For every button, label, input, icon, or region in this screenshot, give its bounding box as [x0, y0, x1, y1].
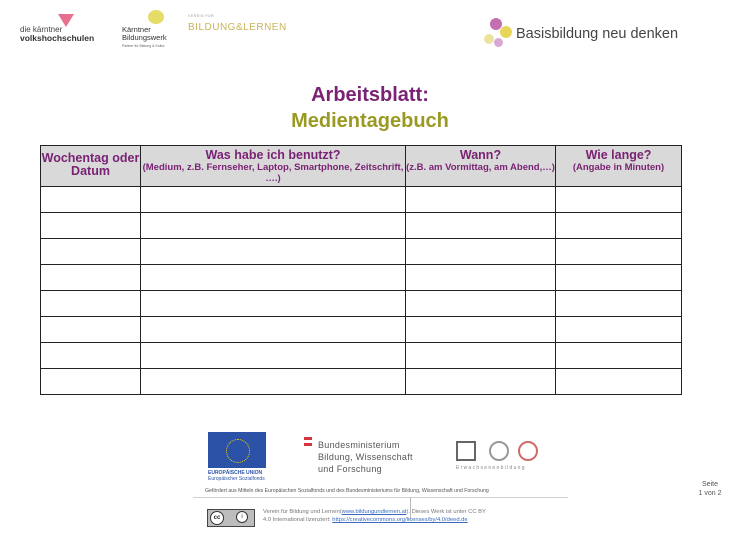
column-header-when — [406, 146, 556, 187]
bildung-lernen-text: BILDUNG&LERNEN — [188, 22, 287, 33]
table-cell-date[interactable] — [41, 369, 141, 395]
table-cell-when[interactable] — [406, 369, 556, 395]
page-number-label: Seite — [702, 481, 718, 488]
kbw-logo-line1: Kärntner — [122, 25, 151, 34]
column-header-duration — [556, 146, 682, 187]
license-pre: Verein für Bildung und Lernen( — [263, 509, 342, 515]
license-line2: 4.0 International lizenziert: — [263, 517, 333, 523]
kbw-logo — [122, 12, 167, 50]
table-cell-when[interactable] — [406, 213, 556, 239]
table-cell-duration[interactable] — [556, 187, 682, 213]
table-row — [41, 291, 682, 317]
table-cell-what[interactable] — [141, 317, 406, 343]
austria-flag-icon — [304, 437, 312, 447]
table-cell-when[interactable] — [406, 291, 556, 317]
basisbildung-logo — [484, 18, 684, 50]
eu-label-line2: Europäischer Sozialfonds — [208, 476, 265, 482]
funding-note: Gefördert aus Mitteln des Europäischen Sozialfonds und des Bundesministeriums für Bildung, Wissenschaft und Forschung — [205, 488, 489, 494]
ministry-line3: und Forschung — [318, 464, 382, 474]
table-cell-duration[interactable] — [556, 239, 682, 265]
media-diary-table — [40, 145, 682, 395]
table-row — [41, 265, 682, 291]
table-cell-duration[interactable] — [556, 291, 682, 317]
column-header-label: Wie lange? — [585, 148, 652, 162]
circle-icon — [518, 441, 538, 461]
page-number-value: 1 von 2 — [698, 490, 722, 497]
table-cell-date[interactable] — [41, 291, 141, 317]
table-row — [41, 187, 682, 213]
table-cell-when[interactable] — [406, 187, 556, 213]
table-cell-date[interactable] — [41, 265, 141, 291]
column-header-hint: (z.B. am Vormittag, am Abend,…) — [406, 162, 555, 173]
table-cell-what[interactable] — [141, 343, 406, 369]
table-cell-date[interactable] — [41, 239, 141, 265]
page-number — [690, 480, 730, 498]
table-cell-what[interactable] — [141, 291, 406, 317]
kbw-logo-line2: Bildungswerk — [122, 33, 167, 42]
column-header-label: Wochentag oder Datum — [41, 151, 140, 178]
eu-flag — [208, 432, 266, 468]
eu-label-line1: EUROPÄISCHE UNION — [208, 470, 263, 476]
table-cell-what[interactable] — [141, 213, 406, 239]
square-icon — [456, 441, 476, 461]
basisbildung-text: Basisbildung neu denken — [516, 26, 679, 42]
column-header-hint: (Medium, z.B. Fernseher, Laptop, Smartphone, Zeitschrift, ….) — [142, 162, 404, 184]
license-link[interactable]: https://creativecommons.org/licenses/by/4.0/deed.de — [332, 517, 468, 523]
circle-icon — [489, 441, 509, 461]
table-cell-duration[interactable] — [556, 369, 682, 395]
table-cell-what[interactable] — [141, 369, 406, 395]
dot-icon — [484, 34, 494, 44]
table-cell-what[interactable] — [141, 187, 406, 213]
cc-icon: cc — [210, 511, 224, 525]
table-cell-when[interactable] — [406, 343, 556, 369]
table-cell-date[interactable] — [41, 213, 141, 239]
table-header-row — [41, 146, 682, 187]
column-header-date — [41, 146, 141, 187]
by-person-icon: i — [236, 511, 248, 523]
column-header-hint: (Angabe in Minuten) — [572, 162, 665, 173]
worksheet-title: Arbeitsblatt: — [311, 84, 429, 106]
table-cell-date[interactable] — [41, 187, 141, 213]
worksheet-subtitle: Medientagebuch — [291, 110, 449, 132]
table-cell-what[interactable] — [141, 239, 406, 265]
table-cell-date[interactable] — [41, 317, 141, 343]
website-link[interactable]: www.bildungundlernen.at — [341, 509, 407, 515]
table-cell-what[interactable] — [141, 265, 406, 291]
table-row — [41, 239, 682, 265]
dot-icon — [494, 38, 503, 47]
license-mid: ). Dieses Werk ist unter CC BY — [406, 509, 486, 515]
vhs-logo-line2: volkshochschulen — [20, 33, 95, 43]
table-cell-date[interactable] — [41, 343, 141, 369]
footer-divider — [193, 497, 568, 498]
table-row — [41, 213, 682, 239]
column-header-label: Was habe ich benutzt? — [205, 148, 341, 162]
table-row — [41, 317, 682, 343]
vhs-logo — [20, 18, 94, 43]
table-cell-duration[interactable] — [556, 343, 682, 369]
eu-label — [208, 470, 265, 482]
erwachsenenbildung-logo — [456, 441, 546, 471]
table-cell-when[interactable] — [406, 239, 556, 265]
ministry-line2: Bildung, Wissenschaft — [318, 452, 413, 462]
column-header-what — [141, 146, 406, 187]
table-cell-duration[interactable] — [556, 265, 682, 291]
license-text — [263, 508, 486, 524]
triangle-icon — [58, 14, 74, 27]
table-cell-duration[interactable] — [556, 317, 682, 343]
table-row — [41, 369, 682, 395]
kbw-logo-line3: Partner für Bildung & Kultur — [122, 44, 165, 48]
eu-stars-icon — [226, 439, 250, 463]
speech-bubble-icon — [148, 10, 164, 24]
dot-icon — [500, 26, 512, 38]
ministry-logo — [318, 439, 413, 475]
ministry-line1: Bundesministerium — [318, 440, 400, 450]
table-cell-when[interactable] — [406, 317, 556, 343]
table-cell-when[interactable] — [406, 265, 556, 291]
cc-license-badge[interactable] — [207, 509, 255, 527]
table-row — [41, 343, 682, 369]
column-header-label: Wann? — [459, 148, 502, 162]
bildung-lernen-logo — [188, 14, 287, 33]
table-cell-duration[interactable] — [556, 213, 682, 239]
table-body — [41, 187, 682, 395]
erwachsenenbildung-text: Erwachsenenbildung — [456, 465, 526, 471]
vhs-logo-line1: die kärntner — [20, 25, 63, 34]
bildung-lernen-small: VEREIN FÜR — [188, 14, 215, 18]
